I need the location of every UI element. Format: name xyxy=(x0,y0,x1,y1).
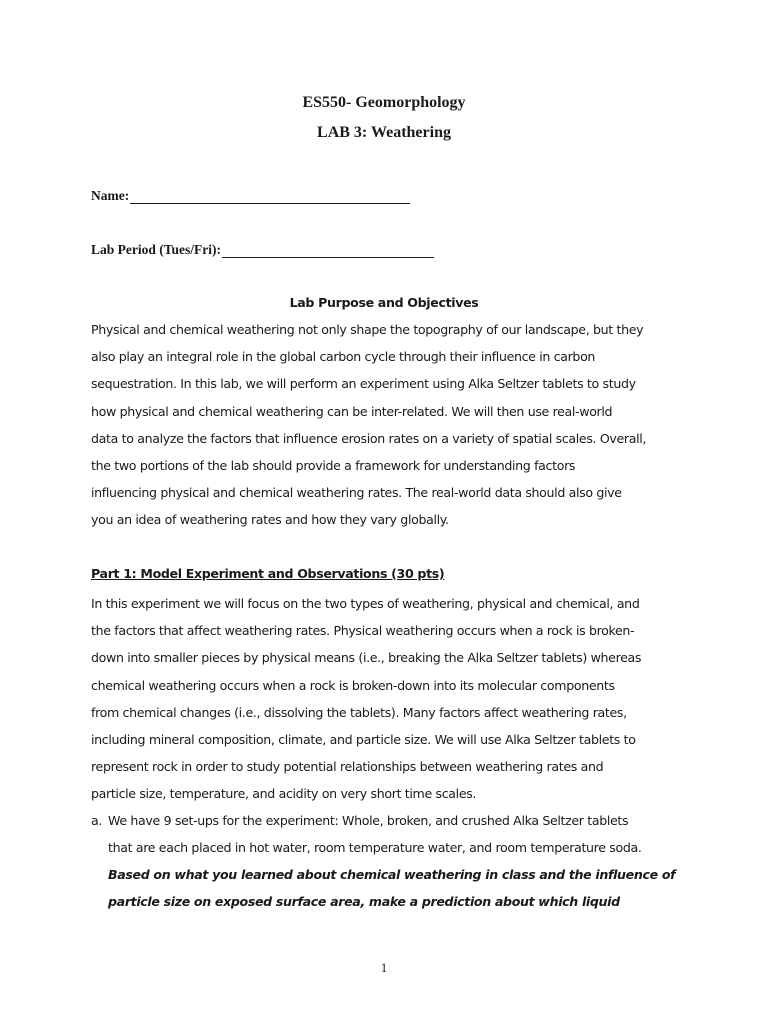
paragraph-line: from chemical changes (i.e., dissolving the tablets). Many factors affect weathering rates, xyxy=(91,704,627,720)
prediction-prompt-line: particle size on exposed surface area, make a prediction about which liquid xyxy=(108,894,620,909)
course-title: ES550- Geomorphology xyxy=(302,94,466,111)
paragraph-line: how physical and chemical weathering can be inter-related. We will then use real-world xyxy=(91,403,613,419)
name-label: Name: xyxy=(91,188,130,203)
paragraph-line: particle size, temperature, and acidity on very short time scales. xyxy=(91,786,477,802)
paragraph-line: In this experiment we will focus on the two types of weathering, physical and chemical, and xyxy=(91,596,640,611)
prediction-prompt-line: Based on what you learned about chemical weathering in class and the influence of xyxy=(108,867,676,882)
lab-period-label: Lab Period (Tues/Fri): xyxy=(91,242,221,257)
part1-heading: Part 1: Model Experiment and Observations (30 pts) xyxy=(91,566,445,581)
paragraph-line: down into smaller pieces by physical means (i.e., breaking the Alka Seltzer tablets) whereas xyxy=(91,650,642,666)
lab-title: LAB 3: Weathering xyxy=(317,124,451,141)
paragraph-line: influencing physical and chemical weathering rates. The real-world data should also give xyxy=(91,485,622,501)
purpose-heading: Lab Purpose and Objectives xyxy=(289,295,479,310)
paragraph-line: Physical and chemical weathering not only shape the topography of our landscape, but they xyxy=(91,322,644,337)
name-field[interactable] xyxy=(91,188,410,204)
paragraph-line: data to analyze the factors that influence erosion rates on a variety of spatial scales. Overall, xyxy=(91,430,647,446)
paragraph-line: the two portions of the lab should provide a framework for understanding factors xyxy=(91,457,576,473)
paragraph-line: represent rock in order to study potential relationships between weathering rates and xyxy=(91,759,604,775)
part1-paragraph xyxy=(91,590,691,808)
list-item-text: We have 9 set-ups for the experiment: Whole, broken, and crushed Alka Seltzer tablets xyxy=(108,813,629,828)
page-number: 1 xyxy=(380,960,388,975)
paragraph-line: also play an integral role in the global carbon cycle through their influence in carbon xyxy=(91,349,596,365)
purpose-paragraph xyxy=(91,316,691,534)
lab-period-blank-line[interactable] xyxy=(222,245,434,258)
paragraph-line: sequestration. In this lab, we will perform an experiment using Alka Seltzer tablets to study xyxy=(91,376,636,392)
list-item-continuation: that are each placed in hot water, room temperature water, and room temperature soda. xyxy=(108,840,642,855)
list-item xyxy=(91,807,711,834)
paragraph-line: including mineral composition, climate, and particle size. We will use Alka Seltzer tablets to xyxy=(91,731,636,747)
paragraph-line: the factors that affect weathering rates. Physical weathering occurs when a rock is broken- xyxy=(91,623,635,639)
paragraph-line: chemical weathering occurs when a rock is broken-down into its molecular components xyxy=(91,677,615,693)
name-blank-line[interactable] xyxy=(130,191,410,204)
question-list xyxy=(91,807,711,915)
lab-period-field[interactable] xyxy=(91,242,434,258)
list-marker: a. xyxy=(91,813,103,828)
paragraph-line: you an idea of weathering rates and how they vary globally. xyxy=(91,512,449,528)
